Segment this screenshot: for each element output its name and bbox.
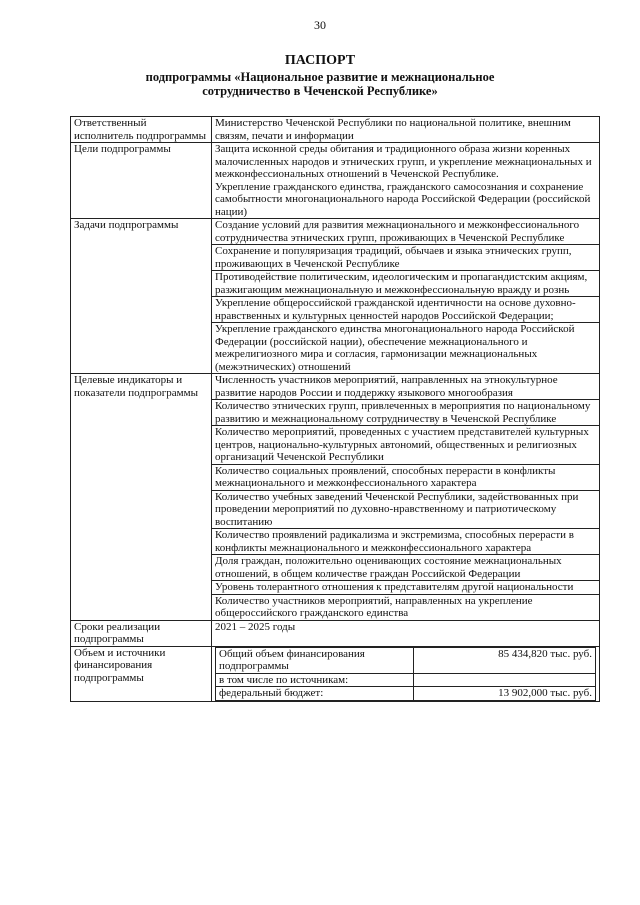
task-item: Противодействие политическим, идеологическим и пропагандистским акциям, разжигающим межнациональную и межконфессиональную вражду и рознь — [212, 271, 600, 297]
document-subtitle — [0, 70, 640, 98]
table-row — [216, 673, 596, 687]
page-number: 30 — [314, 18, 326, 32]
subtitle-line-1: подпрограммы «Национальное развитие и межнациональное — [145, 70, 495, 84]
indicator-item: Численность участников мероприятий, направленных на этнокультурное развитие народов России и поддержку языкового многообразия — [212, 374, 600, 400]
financing-table — [215, 647, 596, 701]
indicator-item: Количество мероприятий, проведенных с участием представителей культурных центров, национально-культурных автономий, общественных и религиозных организаций Чеченской Республики — [212, 426, 600, 465]
indicator-item: Уровень толерантного отношения к представителям другой национальности — [212, 581, 600, 595]
goal-item: Укрепление гражданского единства, гражданского самосознания и сохранение самобытности многонационального народа Российской Федерации (российской нации) — [215, 180, 591, 218]
row-label: Сроки реализации подпрограммы — [71, 620, 212, 646]
table-row-indicators — [71, 374, 600, 400]
row-label: Целевые индикаторы и показатели подпрограммы — [71, 374, 212, 621]
row-label: Цели подпрограммы — [71, 143, 212, 219]
passport-table — [70, 116, 600, 702]
task-item: Укрепление гражданского единства многонационального народа Российской Федерации (российской нации), обеспечение межнационального и межрелигиозного мира и согласия, гармонизации межнациональных (межэтнических) отношений — [212, 323, 600, 374]
row-value — [212, 143, 600, 219]
row-value: 2021 – 2025 годы — [212, 620, 600, 646]
financing-cell — [212, 646, 600, 701]
row-label: Ответственный исполнитель подпрограммы — [71, 117, 212, 143]
indicator-item: Количество учебных заведений Чеченской Республики, задействованных при проведении мероприятий по духовно-нравственному и патриотическому воспитанию — [212, 490, 600, 529]
indicator-item: Количество этнических групп, привлеченных в мероприятия по национальному развитию и межнациональному сотрудничеству в Чеченской Республике — [212, 400, 600, 426]
financing-federal-label: федеральный бюджет: — [216, 687, 414, 701]
table-row-tasks — [71, 219, 600, 245]
table-row-financing — [71, 646, 600, 701]
table-row-timeline — [71, 620, 600, 646]
task-item: Сохранение и популяризация традиций, обычаев и языка этнических групп, проживающих в Чеченской Республике — [212, 245, 600, 271]
task-item: Укрепление общероссийской гражданской идентичности на основе духовно-нравственных и культурных ценностей народов Российской Федерации; — [212, 297, 600, 323]
table-row — [216, 647, 596, 673]
financing-sources-empty — [413, 673, 595, 687]
task-item: Создание условий для развития межнационального и межконфессионального сотрудничества этнических групп, проживающих в Чеченской Республике — [212, 219, 600, 245]
table-row — [216, 687, 596, 701]
indicator-item: Количество проявлений радикализма и экстремизма, способных перерасти в конфликты межнационального и межконфессионального характера — [212, 529, 600, 555]
financing-federal-value: 13 902,000 тыс. руб. — [413, 687, 595, 701]
indicator-item: Доля граждан, положительно оценивающих состояние межнациональных отношений, в общем количестве граждан Российской Федерации — [212, 555, 600, 581]
row-label: Задачи подпрограммы — [71, 219, 212, 374]
subtitle-line-2: сотрудничество в Чеченской Республике» — [202, 84, 438, 98]
table-row-goals — [71, 143, 600, 219]
indicator-item: Количество участников мероприятий, направленных на укрепление общероссийского гражданского единства — [212, 594, 600, 620]
table-row-executor — [71, 117, 600, 143]
financing-total-label: Общий объем финансирования подпрограммы — [216, 647, 414, 673]
goal-item: Защита исконной среды обитания и традиционного образа жизни коренных малочисленных народов и этнических групп, и укрепление межнациональных и межконфессиональных отношений в Чеченской Республике. — [215, 143, 592, 180]
indicator-item: Количество социальных проявлений, способных перерасти в конфликты межнационального и межконфессионального характера — [212, 464, 600, 490]
financing-sources-label: в том числе по источникам: — [216, 673, 414, 687]
row-value: Министерство Чеченской Республики по национальной политике, внешним связям, печати и информации — [212, 117, 600, 143]
financing-total-value: 85 434,820 тыс. руб. — [413, 647, 595, 673]
row-label: Объем и источники финансирования подпрограммы — [71, 646, 212, 701]
document-title: ПАСПОРТ — [284, 53, 356, 68]
